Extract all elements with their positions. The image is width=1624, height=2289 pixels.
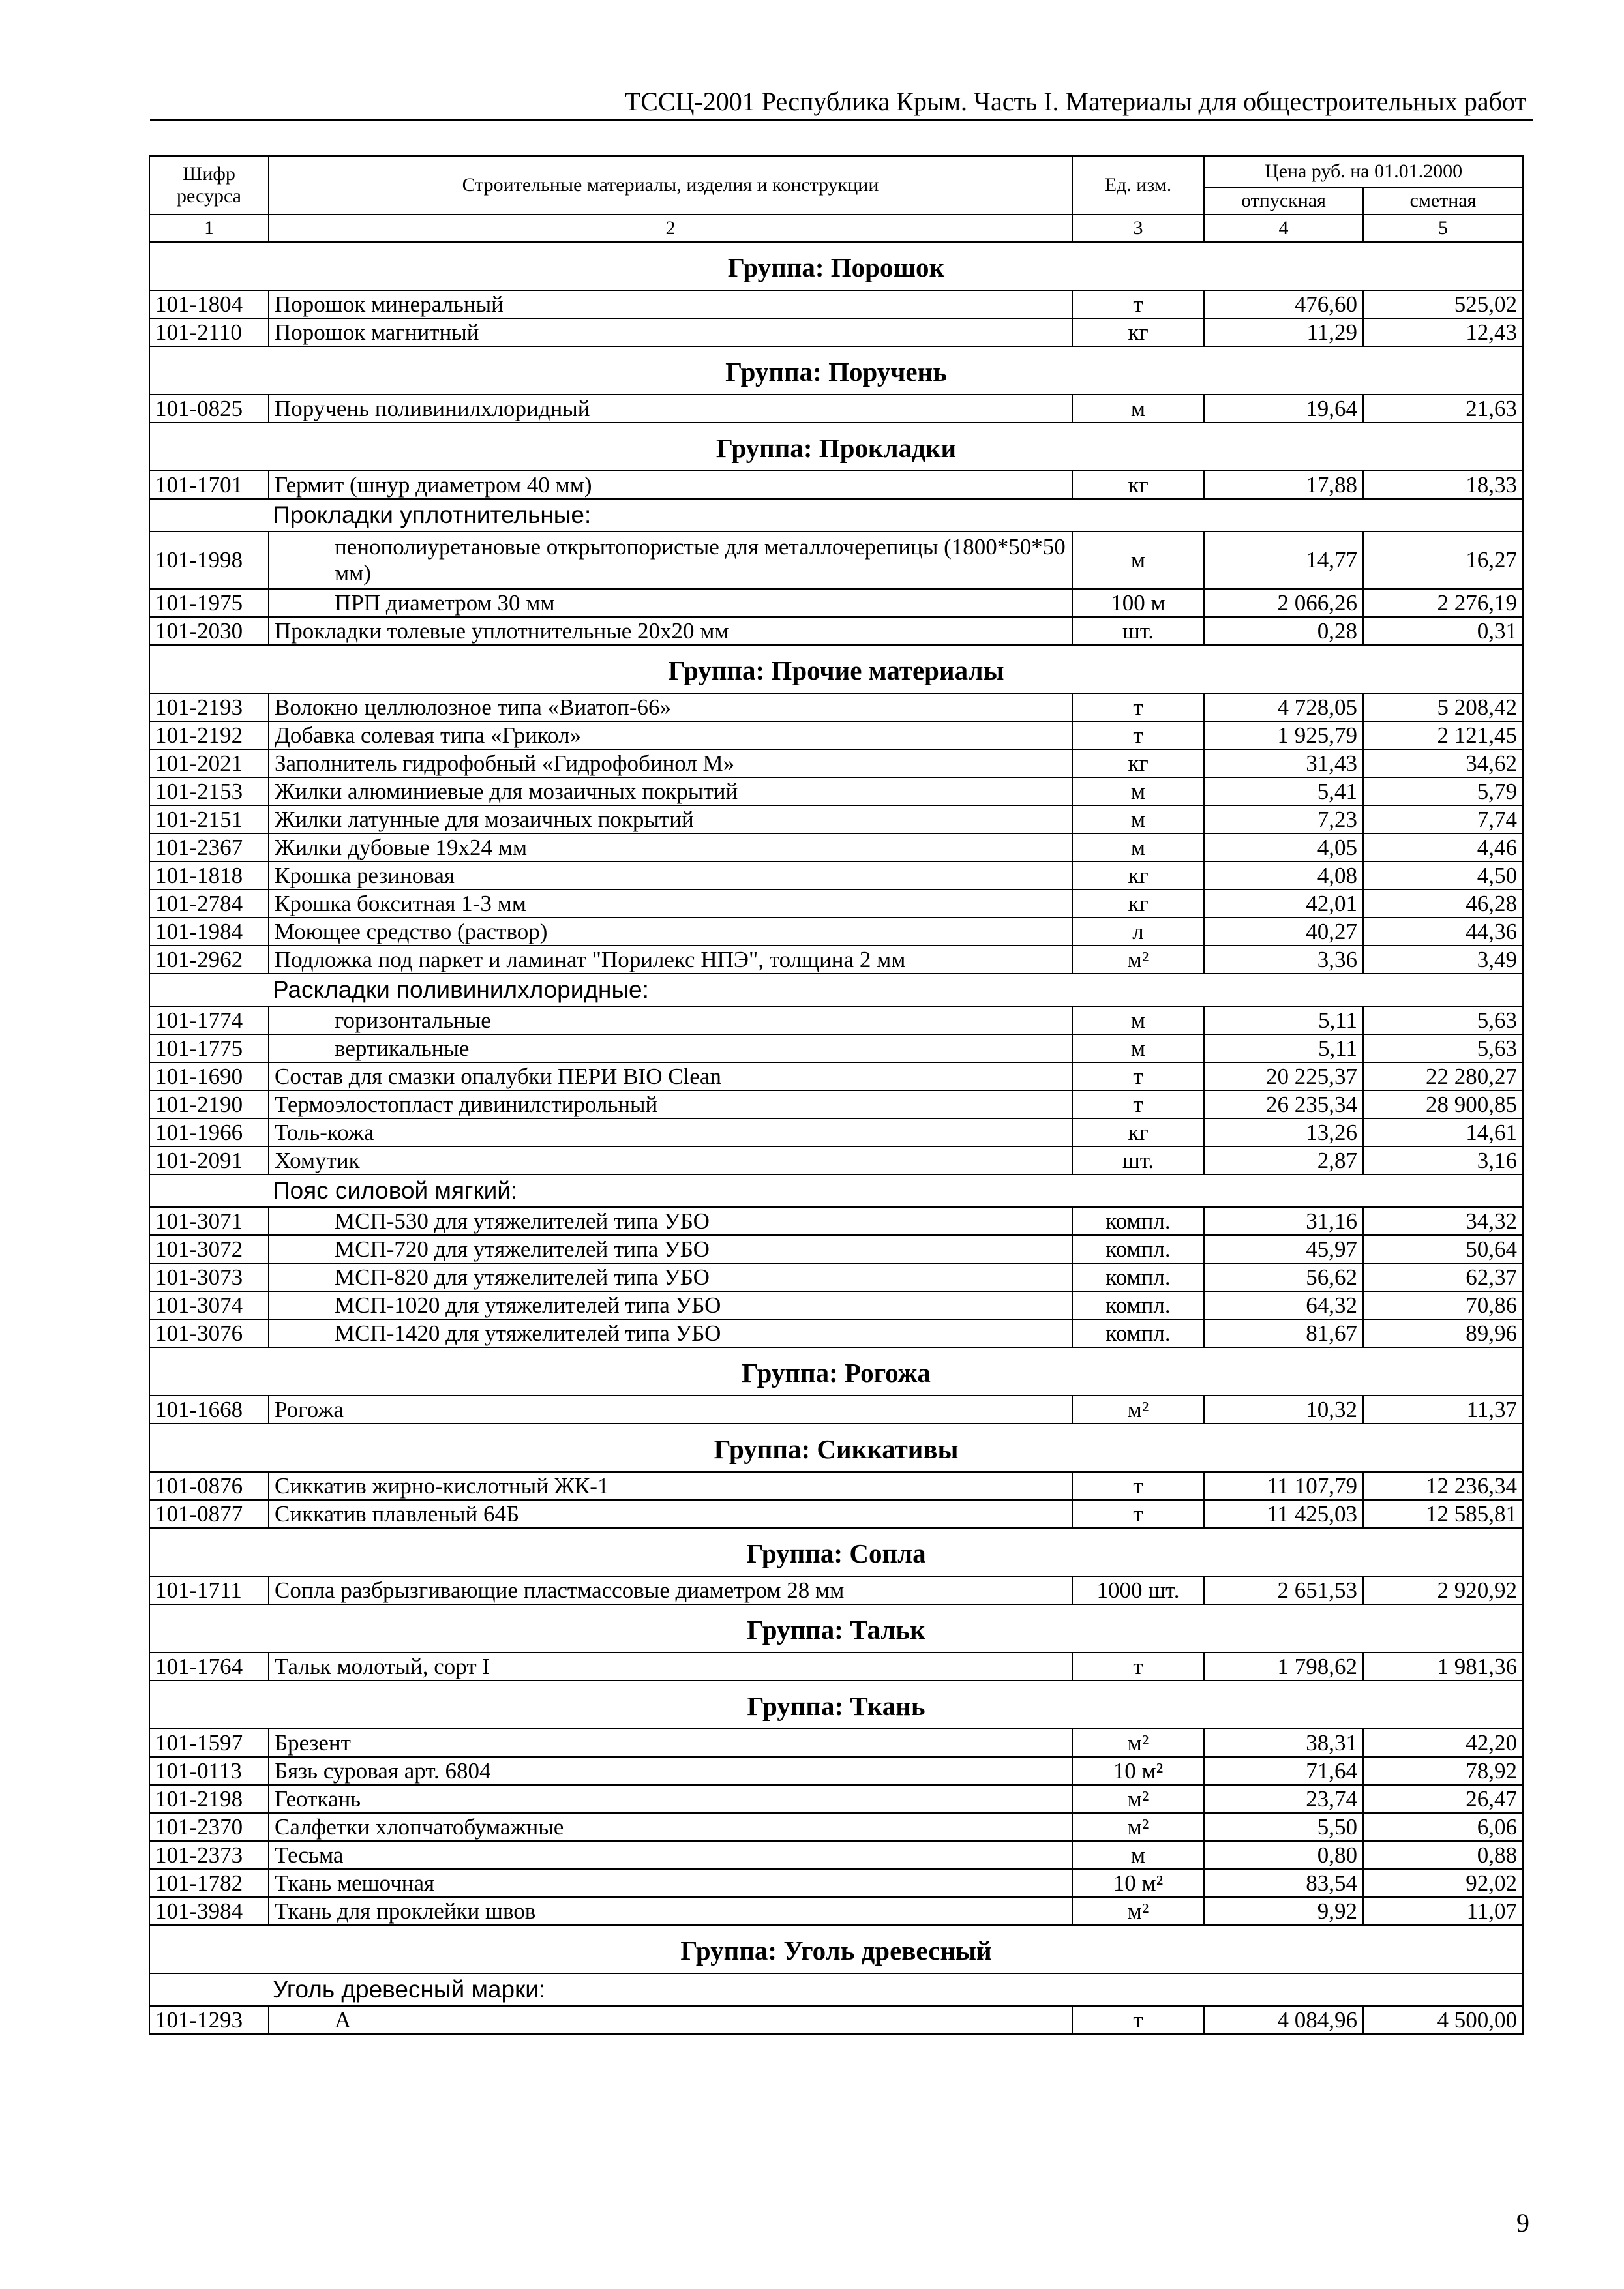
subheading-spacer [1363, 1174, 1523, 1207]
estimate-price: 22 280,27 [1363, 1062, 1523, 1090]
unit-of-measure: л [1072, 918, 1204, 946]
release-price: 45,97 [1204, 1235, 1363, 1263]
resource-code: 101-2784 [149, 890, 269, 918]
material-name: Ткань мешочная [269, 1869, 1072, 1897]
estimate-price: 0,88 [1363, 1841, 1523, 1869]
estimate-price: 2 276,19 [1363, 589, 1523, 617]
resource-code: 101-2198 [149, 1785, 269, 1813]
material-name: Подложка под паркет и ламинат "Порилекс НПЭ", толщина 2 мм [269, 946, 1072, 974]
group-title: Группа: Прокладки [149, 423, 1523, 471]
header-rule [150, 119, 1533, 121]
release-price: 5,11 [1204, 1006, 1363, 1034]
unit-of-measure: кг [1072, 861, 1204, 890]
release-price: 40,27 [1204, 918, 1363, 946]
material-name: Брезент [269, 1729, 1072, 1757]
material-name: Крошка резиновая [269, 861, 1072, 890]
unit-of-measure: кг [1072, 471, 1204, 499]
material-name: Состав для смазки опалубки ПЕРИ BIO Clean [269, 1062, 1072, 1090]
resource-code: 101-3071 [149, 1207, 269, 1235]
table-row [149, 1785, 1523, 1813]
resource-code: 101-3076 [149, 1319, 269, 1347]
material-name: Тесьма [269, 1841, 1072, 1869]
estimate-price: 11,07 [1363, 1897, 1523, 1925]
material-name: МСП-720 для утяжелителей типа УБО [269, 1235, 1072, 1263]
unit-of-measure: м² [1072, 1785, 1204, 1813]
group-title: Группа: Порошок [149, 242, 1523, 290]
unit-of-measure: т [1072, 1653, 1204, 1681]
unit-of-measure: кг [1072, 890, 1204, 918]
col-number: 3 [1072, 215, 1204, 242]
resource-code: 101-2151 [149, 805, 269, 833]
material-name: Сиккатив плавленый 64Б [269, 1500, 1072, 1528]
release-price: 71,64 [1204, 1757, 1363, 1785]
material-name: МСП-1020 для утяжелителей типа УБО [269, 1291, 1072, 1319]
subheading-row [149, 1973, 1523, 2006]
group-title: Группа: Поручень [149, 346, 1523, 395]
resource-code: 101-1711 [149, 1576, 269, 1604]
col-header-unit: Ед. изм. [1072, 156, 1204, 215]
material-name: Крошка бокситная 1-3 мм [269, 890, 1072, 918]
table-row [149, 1500, 1523, 1528]
unit-of-measure: т [1072, 1500, 1204, 1528]
release-price: 5,41 [1204, 777, 1363, 805]
material-name: Порошок магнитный [269, 318, 1072, 346]
estimate-price: 4 500,00 [1363, 2006, 1523, 2034]
unit-of-measure: м [1072, 1034, 1204, 1062]
material-name: Жилки латунные для мозаичных покрытий [269, 805, 1072, 833]
col-number: 5 [1363, 215, 1523, 242]
table-row [149, 693, 1523, 721]
group-title: Группа: Тальк [149, 1604, 1523, 1653]
unit-of-measure: м [1072, 777, 1204, 805]
resource-code: 101-0877 [149, 1500, 269, 1528]
material-name: Термоэлостопласт дивинилстирольный [269, 1090, 1072, 1118]
resource-code: 101-2091 [149, 1146, 269, 1174]
resource-code: 101-2367 [149, 833, 269, 861]
group-row [149, 1681, 1523, 1729]
table-row [149, 1841, 1523, 1869]
estimate-price: 0,31 [1363, 617, 1523, 645]
table-row [149, 1263, 1523, 1291]
estimate-price: 4,50 [1363, 861, 1523, 890]
resource-code: 101-2110 [149, 318, 269, 346]
table-row [149, 721, 1523, 749]
subheading-row [149, 974, 1523, 1006]
estimate-price: 4,46 [1363, 833, 1523, 861]
unit-of-measure: компл. [1072, 1263, 1204, 1291]
unit-of-measure: кг [1072, 1118, 1204, 1146]
release-price: 7,23 [1204, 805, 1363, 833]
unit-of-measure: кг [1072, 318, 1204, 346]
table-row [149, 1034, 1523, 1062]
estimate-price: 1 981,36 [1363, 1653, 1523, 1681]
estimate-price: 5,79 [1363, 777, 1523, 805]
resource-code: 101-0825 [149, 395, 269, 423]
table-row [149, 1472, 1523, 1500]
resource-code: 101-3073 [149, 1263, 269, 1291]
table-row [149, 1319, 1523, 1347]
resource-code: 101-2962 [149, 946, 269, 974]
resource-code: 101-2190 [149, 1090, 269, 1118]
release-price: 26 235,34 [1204, 1090, 1363, 1118]
table-row [149, 1757, 1523, 1785]
release-price: 38,31 [1204, 1729, 1363, 1757]
estimate-price: 11,37 [1363, 1396, 1523, 1424]
material-name: пенополиуретановые открытопористые для металлочерепицы (1800*50*50 мм) [269, 531, 1072, 589]
page-number: 9 [1516, 2208, 1529, 2237]
material-name: Бязь суровая арт. 6804 [269, 1757, 1072, 1785]
unit-of-measure: 100 м [1072, 589, 1204, 617]
resource-code: 101-1775 [149, 1034, 269, 1062]
release-price: 56,62 [1204, 1263, 1363, 1291]
group-row [149, 242, 1523, 290]
group-title: Группа: Сопла [149, 1528, 1523, 1576]
resource-code: 101-3074 [149, 1291, 269, 1319]
resource-code: 101-0876 [149, 1472, 269, 1500]
release-price: 14,77 [1204, 531, 1363, 589]
table-row [149, 1869, 1523, 1897]
resource-code: 101-1804 [149, 290, 269, 318]
estimate-price: 12 236,34 [1363, 1472, 1523, 1500]
group-row [149, 1347, 1523, 1396]
material-name: Толь-кожа [269, 1118, 1072, 1146]
estimate-price: 7,74 [1363, 805, 1523, 833]
table-row [149, 1396, 1523, 1424]
unit-of-measure: т [1072, 693, 1204, 721]
release-price: 2,87 [1204, 1146, 1363, 1174]
material-name: Сиккатив жирно-кислотный ЖК-1 [269, 1472, 1072, 1500]
material-name: Жилки алюминиевые для мозаичных покрытий [269, 777, 1072, 805]
subheading-label: Пояс силовой мягкий: [269, 1174, 1363, 1207]
material-name: Сопла разбрызгивающие пластмассовые диаметром 28 мм [269, 1576, 1072, 1604]
resource-code: 101-3072 [149, 1235, 269, 1263]
unit-of-measure: шт. [1072, 1146, 1204, 1174]
release-price: 42,01 [1204, 890, 1363, 918]
table-row [149, 1653, 1523, 1681]
estimate-price: 42,20 [1363, 1729, 1523, 1757]
table-row [149, 2006, 1523, 2034]
unit-of-measure: м² [1072, 1813, 1204, 1841]
release-price: 2 651,53 [1204, 1576, 1363, 1604]
estimate-price: 62,37 [1363, 1263, 1523, 1291]
group-title: Группа: Рогожа [149, 1347, 1523, 1396]
release-price: 31,16 [1204, 1207, 1363, 1235]
release-price: 2 066,26 [1204, 589, 1363, 617]
resource-code: 101-1764 [149, 1653, 269, 1681]
release-price: 20 225,37 [1204, 1062, 1363, 1090]
material-name: Жилки дубовые 19х24 мм [269, 833, 1072, 861]
subheading-label: Прокладки уплотнительные: [269, 499, 1363, 531]
resource-code: 101-1984 [149, 918, 269, 946]
release-price: 11 107,79 [1204, 1472, 1363, 1500]
material-name: вертикальные [269, 1034, 1072, 1062]
release-price: 0,80 [1204, 1841, 1363, 1869]
material-name: Геоткань [269, 1785, 1072, 1813]
unit-of-measure: компл. [1072, 1291, 1204, 1319]
table-row [149, 777, 1523, 805]
estimate-price: 21,63 [1363, 395, 1523, 423]
estimate-price: 12,43 [1363, 318, 1523, 346]
table-row [149, 1207, 1523, 1235]
table-row [149, 290, 1523, 318]
table-row [149, 861, 1523, 890]
subheading-spacer [1363, 499, 1523, 531]
estimate-price: 89,96 [1363, 1319, 1523, 1347]
subheading-spacer [149, 499, 269, 531]
material-name: Ткань для проклейки швов [269, 1897, 1072, 1925]
unit-of-measure: т [1072, 290, 1204, 318]
unit-of-measure: т [1072, 1472, 1204, 1500]
material-name: МСП-820 для утяжелителей типа УБО [269, 1263, 1072, 1291]
estimate-price: 2 121,45 [1363, 721, 1523, 749]
resource-code: 101-1998 [149, 531, 269, 589]
group-title: Группа: Ткань [149, 1681, 1523, 1729]
estimate-price: 46,28 [1363, 890, 1523, 918]
material-name: Волокно целлюлозное типа «Виатоп-66» [269, 693, 1072, 721]
resource-code: 101-1668 [149, 1396, 269, 1424]
estimate-price: 5 208,42 [1363, 693, 1523, 721]
estimate-price: 12 585,81 [1363, 1500, 1523, 1528]
unit-of-measure: м² [1072, 946, 1204, 974]
price-table [149, 155, 1524, 2035]
resource-code: 101-2193 [149, 693, 269, 721]
unit-of-measure: м [1072, 1841, 1204, 1869]
table-row [149, 1235, 1523, 1263]
release-price: 81,67 [1204, 1319, 1363, 1347]
unit-of-measure: т [1072, 2006, 1204, 2034]
unit-of-measure: м² [1072, 1729, 1204, 1757]
table-row [149, 1576, 1523, 1604]
unit-of-measure: компл. [1072, 1319, 1204, 1347]
resource-code: 101-1690 [149, 1062, 269, 1090]
estimate-price: 18,33 [1363, 471, 1523, 499]
resource-code: 101-1966 [149, 1118, 269, 1146]
col-header-price: Цена руб. на 01.01.2000 [1204, 156, 1523, 187]
subheading-spacer [149, 1174, 269, 1207]
estimate-price: 5,63 [1363, 1006, 1523, 1034]
estimate-price: 34,62 [1363, 749, 1523, 777]
unit-of-measure: 1000 шт. [1072, 1576, 1204, 1604]
material-name: Порошок минеральный [269, 290, 1072, 318]
release-price: 23,74 [1204, 1785, 1363, 1813]
estimate-price: 70,86 [1363, 1291, 1523, 1319]
material-name: Заполнитель гидрофобный «Гидрофобинол М» [269, 749, 1072, 777]
unit-of-measure: м [1072, 805, 1204, 833]
subheading-row [149, 499, 1523, 531]
unit-of-measure: м [1072, 395, 1204, 423]
group-row [149, 346, 1523, 395]
resource-code: 101-0113 [149, 1757, 269, 1785]
table-row [149, 1897, 1523, 1925]
group-title: Группа: Уголь древесный [149, 1925, 1523, 1973]
estimate-price: 78,92 [1363, 1757, 1523, 1785]
resource-code: 101-3984 [149, 1897, 269, 1925]
table-body [149, 242, 1523, 2034]
resource-code: 101-1818 [149, 861, 269, 890]
resource-code: 101-1293 [149, 2006, 269, 2034]
table-row [149, 395, 1523, 423]
subheading-spacer [149, 974, 269, 1006]
resource-code: 101-2021 [149, 749, 269, 777]
resource-code: 101-2373 [149, 1841, 269, 1869]
col-header-name: Строительные материалы, изделия и конструкции [269, 156, 1072, 215]
estimate-price: 2 920,92 [1363, 1576, 1523, 1604]
resource-code: 101-2192 [149, 721, 269, 749]
table-row [149, 805, 1523, 833]
material-name: горизонтальные [269, 1006, 1072, 1034]
release-price: 9,92 [1204, 1897, 1363, 1925]
group-row [149, 423, 1523, 471]
estimate-price: 5,63 [1363, 1034, 1523, 1062]
material-name: МСП-1420 для утяжелителей типа УБО [269, 1319, 1072, 1347]
table-row [149, 833, 1523, 861]
subheading-spacer [1363, 1973, 1523, 2006]
estimate-price: 28 900,85 [1363, 1090, 1523, 1118]
material-name: Моющее средство (раствор) [269, 918, 1072, 946]
unit-of-measure: м [1072, 833, 1204, 861]
estimate-price: 50,64 [1363, 1235, 1523, 1263]
release-price: 1 798,62 [1204, 1653, 1363, 1681]
col-number: 2 [269, 215, 1072, 242]
table-row [149, 1146, 1523, 1174]
material-name: Хомутик [269, 1146, 1072, 1174]
running-header: ТССЦ-2001 Республика Крым. Часть I. Материалы для общестроительных работ [624, 87, 1526, 116]
release-price: 11,29 [1204, 318, 1363, 346]
release-price: 4 728,05 [1204, 693, 1363, 721]
release-price: 4 084,96 [1204, 2006, 1363, 2034]
col-number: 1 [149, 215, 269, 242]
unit-of-measure: т [1072, 721, 1204, 749]
unit-of-measure: м² [1072, 1396, 1204, 1424]
release-price: 3,36 [1204, 946, 1363, 974]
col-number: 4 [1204, 215, 1363, 242]
table-row [149, 946, 1523, 974]
material-name: Салфетки хлопчатобумажные [269, 1813, 1072, 1841]
group-title: Группа: Сиккативы [149, 1424, 1523, 1472]
group-row [149, 1424, 1523, 1472]
release-price: 0,28 [1204, 617, 1363, 645]
table-row [149, 1118, 1523, 1146]
material-name: Прокладки толевые уплотнительные 20х20 мм [269, 617, 1072, 645]
release-price: 19,64 [1204, 395, 1363, 423]
unit-of-measure: 10 м² [1072, 1869, 1204, 1897]
estimate-price: 44,36 [1363, 918, 1523, 946]
col-header-estimate: сметная [1363, 187, 1523, 215]
material-name: Добавка солевая типа «Грикол» [269, 721, 1072, 749]
material-name: Гермит (шнур диаметром 40 мм) [269, 471, 1072, 499]
material-name: Тальк молотый, сорт I [269, 1653, 1072, 1681]
unit-of-measure: компл. [1072, 1207, 1204, 1235]
material-name: Рогожа [269, 1396, 1072, 1424]
group-row [149, 1925, 1523, 1973]
table-row [149, 589, 1523, 617]
release-price: 476,60 [1204, 290, 1363, 318]
release-price: 13,26 [1204, 1118, 1363, 1146]
unit-of-measure: м [1072, 531, 1204, 589]
release-price: 4,05 [1204, 833, 1363, 861]
material-name: ПРП диаметром 30 мм [269, 589, 1072, 617]
table-row [149, 531, 1523, 589]
group-row [149, 1604, 1523, 1653]
resource-code: 101-1975 [149, 589, 269, 617]
table-row [149, 1006, 1523, 1034]
table-row [149, 1813, 1523, 1841]
release-price: 31,43 [1204, 749, 1363, 777]
release-price: 5,50 [1204, 1813, 1363, 1841]
group-title: Группа: Прочие материалы [149, 645, 1523, 693]
release-price: 83,54 [1204, 1869, 1363, 1897]
table-row [149, 1062, 1523, 1090]
resource-code: 101-1782 [149, 1869, 269, 1897]
release-price: 10,32 [1204, 1396, 1363, 1424]
unit-of-measure: т [1072, 1090, 1204, 1118]
estimate-price: 26,47 [1363, 1785, 1523, 1813]
estimate-price: 3,49 [1363, 946, 1523, 974]
estimate-price: 14,61 [1363, 1118, 1523, 1146]
estimate-price: 525,02 [1363, 290, 1523, 318]
subheading-spacer [149, 1973, 269, 2006]
group-row [149, 1528, 1523, 1576]
table-row [149, 471, 1523, 499]
resource-code: 101-1701 [149, 471, 269, 499]
unit-of-measure: компл. [1072, 1235, 1204, 1263]
release-price: 1 925,79 [1204, 721, 1363, 749]
unit-of-measure: т [1072, 1062, 1204, 1090]
table-row [149, 918, 1523, 946]
estimate-price: 6,06 [1363, 1813, 1523, 1841]
unit-of-measure: шт. [1072, 617, 1204, 645]
unit-of-measure: м [1072, 1006, 1204, 1034]
release-price: 4,08 [1204, 861, 1363, 890]
resource-code: 101-2030 [149, 617, 269, 645]
table-row [149, 1291, 1523, 1319]
table-row [149, 749, 1523, 777]
subheading-label: Уголь древесный марки: [269, 1973, 1363, 2006]
estimate-price: 92,02 [1363, 1869, 1523, 1897]
unit-of-measure: 10 м² [1072, 1757, 1204, 1785]
release-price: 11 425,03 [1204, 1500, 1363, 1528]
resource-code: 101-1774 [149, 1006, 269, 1034]
material-name: Поручень поливинилхлоридный [269, 395, 1072, 423]
unit-of-measure: кг [1072, 749, 1204, 777]
subheading-row [149, 1174, 1523, 1207]
estimate-price: 34,32 [1363, 1207, 1523, 1235]
col-header-release: отпускная [1204, 187, 1363, 215]
release-price: 5,11 [1204, 1034, 1363, 1062]
subheading-label: Раскладки поливинилхлоридные: [269, 974, 1363, 1006]
release-price: 64,32 [1204, 1291, 1363, 1319]
release-price: 17,88 [1204, 471, 1363, 499]
table-row [149, 890, 1523, 918]
material-name: МСП-530 для утяжелителей типа УБО [269, 1207, 1072, 1235]
table-row [149, 318, 1523, 346]
table-row [149, 617, 1523, 645]
estimate-price: 3,16 [1363, 1146, 1523, 1174]
resource-code: 101-2370 [149, 1813, 269, 1841]
col-header-code: Шифр ресурса [149, 156, 269, 215]
resource-code: 101-2153 [149, 777, 269, 805]
estimate-price: 16,27 [1363, 531, 1523, 589]
group-row [149, 645, 1523, 693]
subheading-spacer [1363, 974, 1523, 1006]
material-name: А [269, 2006, 1072, 2034]
table-row [149, 1729, 1523, 1757]
unit-of-measure: м² [1072, 1897, 1204, 1925]
table-row [149, 1090, 1523, 1118]
resource-code: 101-1597 [149, 1729, 269, 1757]
